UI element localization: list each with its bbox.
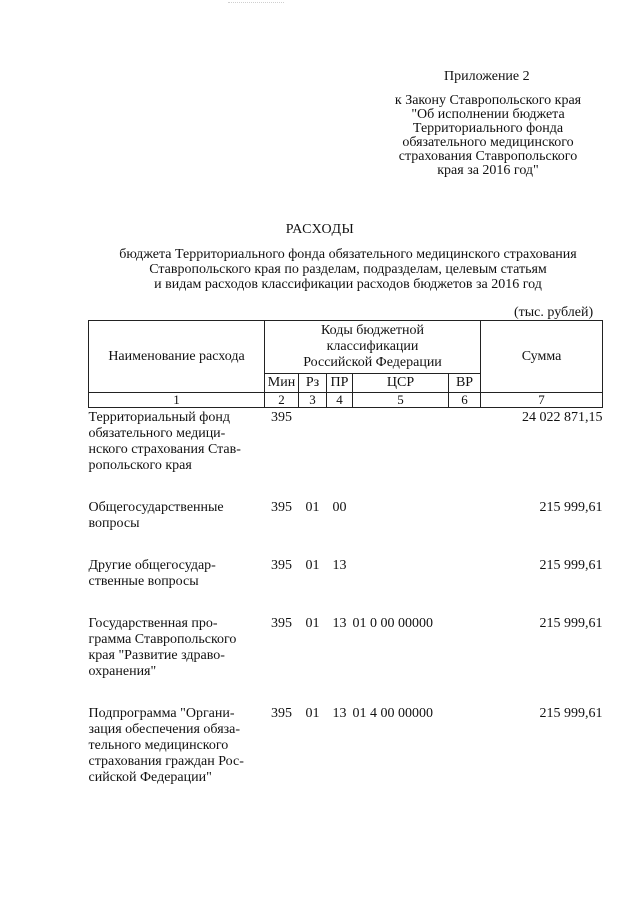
row-name [89, 408, 265, 475]
row-sum: 215 999,61 [539, 500, 603, 515]
appendix-line: "Об исполнении бюджета [411, 107, 565, 122]
row-csr: 01 4 00 00000 [352, 706, 433, 721]
row-min: 395 [271, 410, 292, 425]
row-rz [299, 408, 327, 475]
row-vr [449, 532, 481, 590]
row-name-line: ственные вопросы [88, 574, 199, 589]
row-name-line: сийской Федерации" [88, 770, 212, 785]
subheading-line: и видам расходов классификации расходов бюджетов за 2016 год [154, 277, 542, 292]
subheading-line: бюджета Территориального фонда обязательного медицинского страхования [119, 247, 577, 262]
row-sum: 24 022 871,15 [522, 410, 603, 425]
row-name-line: Государственная про- [88, 616, 218, 631]
row-name-line: нского страхования Став- [88, 442, 241, 457]
row-name [89, 532, 265, 590]
column-number: 3 [299, 393, 327, 408]
header-name: Наименование расхода [89, 321, 265, 393]
scan-artifact [228, 2, 284, 5]
table-row [89, 680, 603, 786]
appendix-line: обязательного медицинского [402, 135, 574, 150]
column-number: 1 [89, 393, 265, 408]
units-label: (тыс. рублей) [514, 305, 594, 320]
row-vr [449, 408, 481, 475]
row-pr: 00 [332, 500, 347, 515]
column-number: 7 [481, 393, 603, 408]
header-codes-line: Российской Федерации [303, 355, 442, 370]
appendix-line: к Закону Ставропольского края [394, 93, 582, 108]
appendix-title: Приложение 2 [444, 69, 530, 84]
row-csr [353, 532, 449, 590]
row-name-line: вопросы [88, 516, 140, 531]
appendix-line: края за 2016 год" [437, 163, 539, 178]
row-name-line: Территориальный фонд [88, 410, 230, 425]
header-codes [265, 321, 481, 374]
table-row [89, 532, 603, 590]
row-csr: 01 0 00 00000 [352, 616, 433, 631]
table-row [89, 590, 603, 680]
row-vr [449, 680, 481, 786]
row-rz: 01 [305, 500, 320, 515]
header-vr: ВР [449, 374, 481, 393]
row-sum: 215 999,61 [539, 706, 603, 721]
row-pr: 13 [332, 616, 347, 631]
column-number: 2 [265, 393, 299, 408]
row-sum: 215 999,61 [539, 558, 603, 573]
column-number: 5 [353, 393, 449, 408]
column-number: 4 [327, 393, 353, 408]
row-name-line: Другие общегосудар- [88, 558, 216, 573]
row-name-line: страхования граждан Рос- [88, 754, 244, 769]
row-csr [353, 474, 449, 532]
appendix-line: Территориального фонда [412, 121, 564, 136]
row-name-line: Общегосударственные [88, 500, 224, 515]
row-pr: 13 [332, 706, 347, 721]
row-name [89, 474, 265, 532]
header-rz: Рз [299, 374, 327, 393]
row-min: 395 [271, 558, 292, 573]
row-csr [353, 408, 449, 475]
row-sum: 215 999,61 [539, 616, 603, 631]
header-codes-line: Коды бюджетной [320, 323, 425, 338]
appendix-reference [378, 94, 598, 178]
table-row [89, 474, 603, 532]
row-min: 395 [271, 706, 292, 721]
header-min: Мин [265, 374, 299, 393]
row-name-line: охранения" [88, 664, 157, 679]
table-row [89, 408, 603, 475]
document-subheading [88, 247, 608, 292]
row-pr: 13 [332, 558, 347, 573]
appendix-line: страхования Ставропольского [398, 149, 578, 164]
row-name-line: зация обеспечения обяза- [88, 722, 241, 737]
row-name-line: тельного медицинского [88, 738, 229, 753]
row-name-line: грамма Ставропольского [88, 632, 237, 647]
row-name-line: ропольского края [88, 458, 192, 473]
expenses-table [88, 320, 603, 786]
row-name-line: обязательного медици- [88, 426, 226, 441]
row-min: 395 [271, 500, 292, 515]
row-rz: 01 [305, 558, 320, 573]
row-vr [449, 590, 481, 680]
header-codes-line: классификации [326, 339, 419, 354]
header-pr: ПР [327, 374, 353, 393]
row-rz: 01 [305, 706, 320, 721]
row-rz: 01 [305, 616, 320, 631]
row-min: 395 [271, 616, 292, 631]
subheading-line: Ставропольского края по разделам, подразделам, целевым статьям [149, 262, 547, 277]
header-csr: ЦСР [353, 374, 449, 393]
row-name [89, 680, 265, 786]
column-number: 6 [449, 393, 481, 408]
row-pr [327, 408, 353, 475]
document-heading: РАСХОДЫ [285, 222, 355, 237]
row-name-line: Подпрограмма "Органи- [88, 706, 235, 721]
row-name [89, 590, 265, 680]
row-vr [449, 474, 481, 532]
row-name-line: края "Развитие здраво- [88, 648, 225, 663]
header-sum: Сумма [481, 321, 603, 393]
